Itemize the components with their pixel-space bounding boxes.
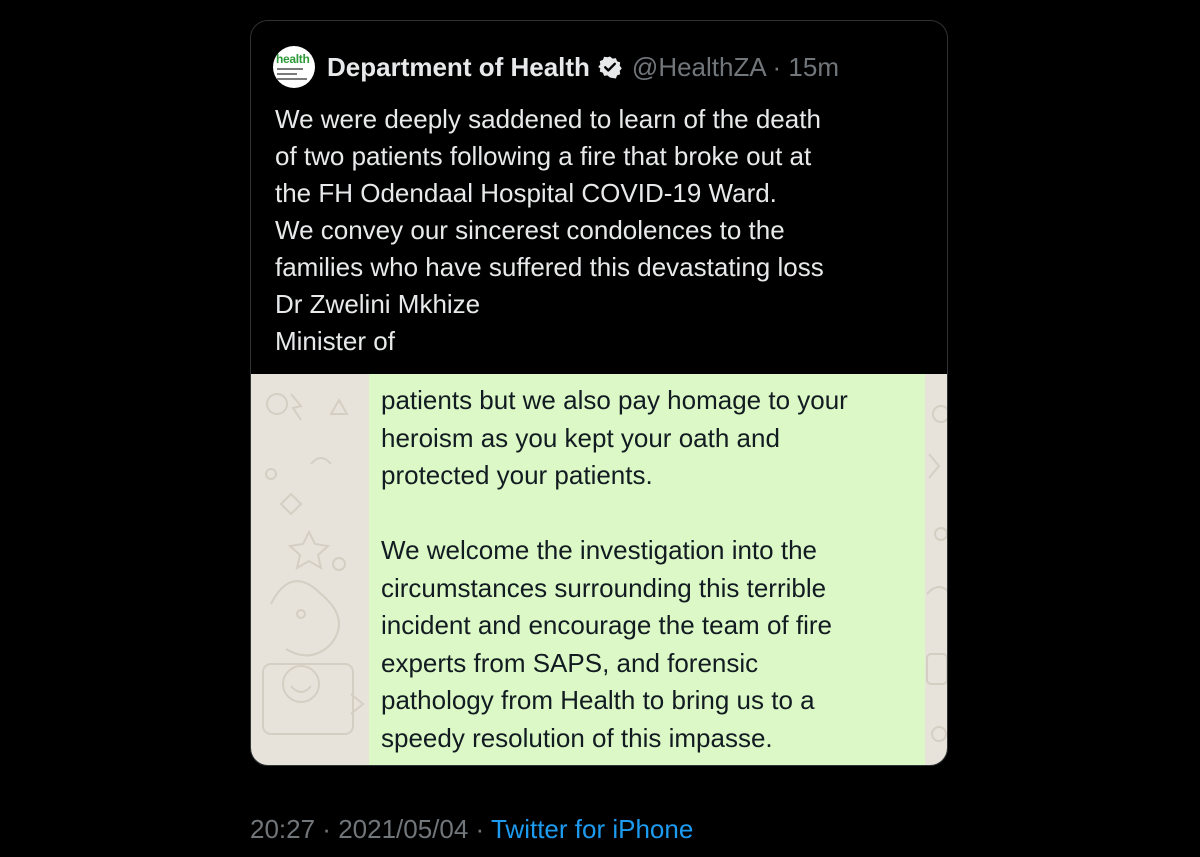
message-line: circumstances surrounding this terrible (381, 572, 827, 603)
message-line: heroism as you kept your oath and (381, 422, 780, 453)
tweet-time[interactable]: 20:27 (250, 814, 316, 844)
tweet-line: families who have suffered this devastating loss (275, 252, 824, 282)
tweet-age: 15m (788, 51, 839, 82)
tweet-line: We convey our sincerest condolences to the (275, 215, 785, 245)
health-logo-text: health (276, 52, 310, 66)
chat-message-bubble (369, 374, 925, 766)
verified-badge-icon (598, 55, 622, 79)
message-line: experts from SAPS, and forensic (381, 647, 759, 678)
avatar[interactable] (273, 46, 315, 88)
message-line: pathology from Health to bring us to a (381, 685, 815, 715)
tweet-header (273, 47, 839, 87)
logo-line-decoration (277, 73, 297, 75)
tweet-line: Minister of (275, 326, 395, 356)
author-handle[interactable] (632, 52, 839, 83)
message-line: patients but we also pay homage to your (381, 385, 848, 415)
source-link[interactable]: Twitter for iPhone (490, 814, 694, 844)
message-line (381, 495, 921, 533)
separator-dot: · (468, 814, 491, 844)
handle-text: @HealthZA (631, 51, 766, 82)
tweet-line: We were deeply saddened to learn of the death (275, 104, 821, 134)
attached-image[interactable] (251, 374, 948, 766)
separator-dot: · (315, 814, 339, 844)
message-line: incident and encourage the team of fire (381, 610, 832, 640)
quoted-tweet-card[interactable] (250, 20, 948, 766)
tweet-line: of two patients following a fire that broke out at (275, 141, 812, 171)
message-line: We welcome the investigation into the (381, 535, 817, 565)
author-name[interactable]: Department of Health (327, 51, 590, 82)
tweet-metadata (250, 814, 693, 845)
tweet-line: Dr Zwelini Mkhize (275, 289, 481, 319)
message-line: protected your patients. (381, 460, 653, 490)
logo-line-decoration (277, 78, 307, 80)
chat-message-text (381, 382, 921, 757)
message-line: speedy resolution of this impasse. (381, 722, 773, 753)
tweet-date[interactable]: 2021/05/04 (338, 814, 469, 844)
tweet-body (275, 101, 925, 360)
tweet-line: the FH Odendaal Hospital COVID-19 Ward. (275, 178, 777, 208)
logo-line-decoration (277, 68, 303, 70)
separator-dot: · (772, 51, 782, 82)
